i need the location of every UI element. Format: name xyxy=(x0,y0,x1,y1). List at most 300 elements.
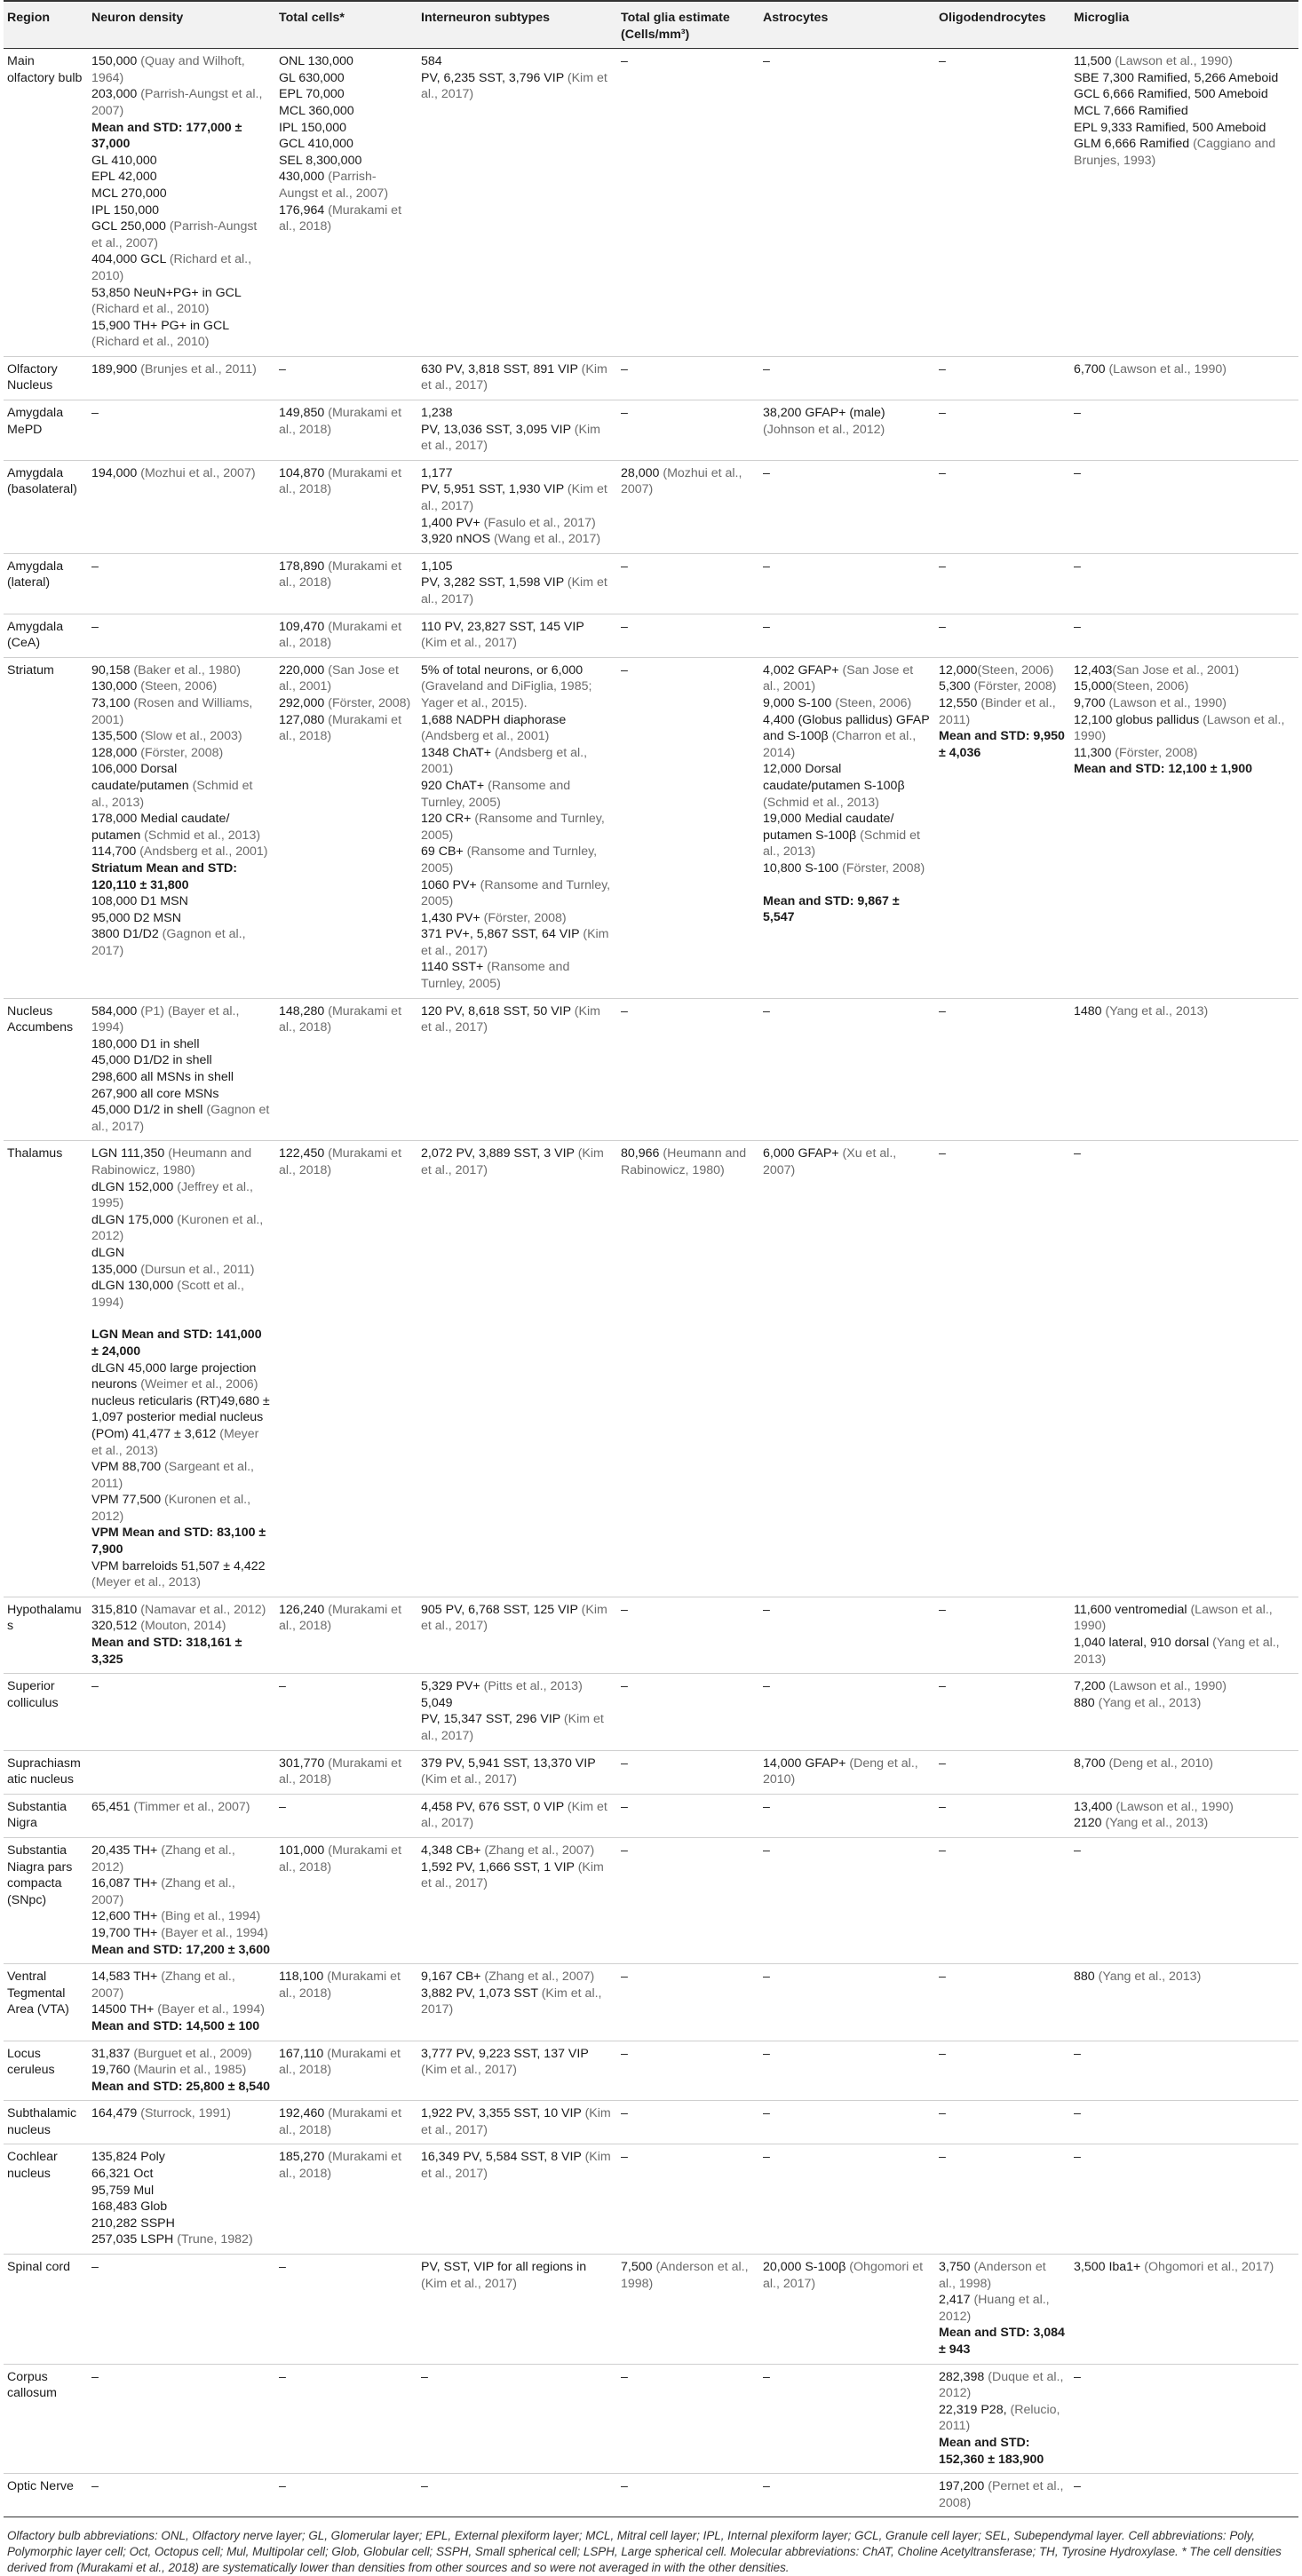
entry-value: GCL 6,666 Ramified, 500 Ameboid xyxy=(1074,87,1268,102)
citation-link[interactable]: (Kuronen et al., 2012) xyxy=(91,1212,264,1244)
citation-link[interactable]: (Zhang et al., 2007) xyxy=(484,1843,595,1858)
cell-total-cells xyxy=(275,400,417,461)
citation-link[interactable]: (Murakami et al., 2018) xyxy=(279,2046,401,2078)
citation-link[interactable]: (Lawson et al., 1990) xyxy=(1115,54,1233,69)
citation-link[interactable]: (Duque et al., 2012) xyxy=(939,2369,1064,2401)
cell-entry xyxy=(763,465,930,482)
citation-link[interactable]: (Murakami et al., 2018) xyxy=(279,2106,402,2137)
citation-link[interactable]: (Murakami et al., 2018) xyxy=(279,1970,401,2001)
citation-link[interactable]: (Yang et al., 2013) xyxy=(1074,1636,1280,1667)
citation-link[interactable]: (Murakami et al., 2018) xyxy=(279,202,402,234)
citation-link[interactable]: (Fasulo et al., 2017) xyxy=(483,515,596,530)
cell-entry xyxy=(91,169,270,186)
citation-link[interactable]: (Charron et al., 2014) xyxy=(763,729,917,760)
entry-value: 880 xyxy=(1074,1695,1099,1710)
citation-link[interactable]: (Sturrock, 1991) xyxy=(140,2106,231,2121)
table-row xyxy=(4,2255,1298,2365)
cell-entry xyxy=(91,1942,270,1959)
entry-value: dLGN 130,000 xyxy=(91,1279,178,1294)
citation-link[interactable]: (Sargeant et al., 2011) xyxy=(91,1460,254,1491)
cell-total-glia xyxy=(617,2144,759,2255)
citation-link[interactable]: (Ransome and Turnley, 2005) xyxy=(421,778,571,810)
citation-link[interactable]: (Steen, 2006) xyxy=(1112,679,1189,694)
entry-value: 430,000 xyxy=(279,170,329,185)
citation-link[interactable]: (Johnson et al., 2012) xyxy=(763,422,885,437)
entry-value: 45,000 D1/2 in shell xyxy=(91,1103,207,1118)
cell-entry xyxy=(91,120,270,153)
entry-value: – xyxy=(621,2046,628,2061)
cell-entry xyxy=(91,1311,270,1327)
citation-link[interactable]: (Mozhui et al., 2007) xyxy=(621,465,742,497)
citation-link[interactable]: (Lawson et al., 1990) xyxy=(1115,1799,1234,1814)
citation-link[interactable]: (Huang et al., 2012) xyxy=(939,2293,1050,2324)
citation-link[interactable]: (Steen, 2006) xyxy=(140,679,218,694)
cell-total-glia xyxy=(617,49,759,357)
citation-link[interactable]: (Kim et al., 2017) xyxy=(421,1772,518,1787)
cell-entry xyxy=(421,515,612,532)
citation-link[interactable]: (Lawson et al., 1990) xyxy=(1108,361,1227,376)
cell-total-glia xyxy=(617,1794,759,1837)
cell-total-glia xyxy=(617,1597,759,1673)
cell-total-cells xyxy=(275,2255,417,2365)
cell-entry xyxy=(91,1327,270,1359)
cell-entry xyxy=(621,2105,754,2122)
entry-value: – xyxy=(939,361,946,376)
table-body xyxy=(4,49,1298,2517)
entry-value: 14500 TH+ xyxy=(91,2002,158,2017)
citation-link[interactable]: (Kim et al., 2017) xyxy=(421,422,600,454)
entry-value: – xyxy=(763,2479,770,2494)
cell-entry xyxy=(1074,1695,1293,1712)
cell-entry xyxy=(1074,70,1293,87)
citation-link[interactable]: (Murakami et al., 2018) xyxy=(279,465,402,497)
entry-value: 371 PV+, 5,867 SST, 64 VIP xyxy=(421,927,584,942)
citation-link[interactable]: (Caggiano and Brunjes, 1993) xyxy=(1074,137,1276,168)
citation-link[interactable]: (Relucio, 2011) xyxy=(939,2402,1060,2434)
citation-link[interactable]: (Heumann and Rabinowicz, 1980) xyxy=(91,1146,252,1177)
citation-link[interactable]: (Murakami et al., 2018) xyxy=(279,559,402,590)
citation-link[interactable]: (Timmer et al., 2007) xyxy=(133,1799,250,1814)
entry-value: 150,000 xyxy=(91,54,141,69)
citation-link[interactable]: (Schmid et al., 2013) xyxy=(144,828,261,843)
cell-entry xyxy=(421,1843,612,1859)
citation-link[interactable]: (Kim et al., 2017) xyxy=(421,2063,518,2078)
cell-entry xyxy=(91,1069,270,1086)
cell-total-glia xyxy=(617,2041,759,2101)
cell-entry xyxy=(279,1003,412,1036)
cell-entry xyxy=(421,2478,612,2495)
entry-value: 16,087 TH+ xyxy=(91,1876,162,1891)
citation-link[interactable]: (Lawson et al., 1990) xyxy=(1108,1679,1227,1694)
cell-entry xyxy=(1074,761,1293,778)
citation-link[interactable]: (Richard et al., 2010) xyxy=(91,335,210,350)
citation-link[interactable]: (Murakami et al., 2018) xyxy=(279,712,402,744)
entry-value: VPM 77,500 xyxy=(91,1493,165,1508)
citation-link[interactable]: (Parrish-Aungst et al., 2007) xyxy=(91,87,263,118)
cell-total-glia xyxy=(617,553,759,614)
citation-link[interactable]: (Slow et al., 2003) xyxy=(140,729,242,744)
cell-microglia xyxy=(1070,460,1298,553)
entry-value: GL 630,000 xyxy=(279,70,345,85)
cell-oligodendrocytes xyxy=(935,49,1070,357)
entry-value: 28,000 xyxy=(621,465,663,480)
citation-link[interactable]: (Maurin et al., 1985) xyxy=(133,2063,247,2078)
citation-link[interactable]: (Förster, 2008) xyxy=(842,860,925,876)
entry-value: 920 ChAT+ xyxy=(421,778,488,793)
cell-entry xyxy=(763,712,930,762)
entry-value: 203,000 xyxy=(91,87,141,102)
entry-value: IPL 150,000 xyxy=(279,120,346,135)
citation-link[interactable]: (Kim et al., 2017) xyxy=(421,1602,607,1634)
citation-link[interactable]: (Pernet et al., 2008) xyxy=(939,2479,1064,2510)
citation-link[interactable]: (Yang et al., 2013) xyxy=(1105,1816,1209,1831)
entry-value: nucleus reticularis (RT)49,680 ± 1,097 posterior medial nucleus (POm) 41,477 ± 3,612 xyxy=(91,1393,270,1441)
cell-entry xyxy=(91,2062,270,2079)
entry-value: – xyxy=(763,2369,770,2384)
citation-link[interactable]: (Förster, 2008) xyxy=(140,745,224,760)
entry-value: – xyxy=(763,559,770,574)
citation-link[interactable]: (Förster, 2008) xyxy=(483,910,567,925)
entry-value: – xyxy=(939,1679,946,1694)
citation-link[interactable]: (Steen, 2006) xyxy=(977,662,1054,678)
cell-entry xyxy=(91,2215,270,2232)
cell-total-cells xyxy=(275,1597,417,1673)
citation-link[interactable]: (Kim et al., 2017) xyxy=(421,1859,604,1891)
citation-link[interactable]: (Lawson et al., 1990) xyxy=(1074,1602,1273,1634)
citation-link[interactable]: (Kim et al., 2017) xyxy=(421,1986,602,2017)
cell-entry xyxy=(91,2199,270,2215)
entry-value: 178,890 xyxy=(279,559,329,574)
cell-total-cells xyxy=(275,1141,417,1597)
cell-entry xyxy=(279,1843,412,1875)
table-row xyxy=(4,614,1298,657)
cell-entry xyxy=(279,405,412,438)
entry-value: 404,000 GCL xyxy=(91,252,170,267)
citation-link[interactable]: (Kim et al., 2017) xyxy=(421,2276,518,2291)
cell-entry xyxy=(279,559,412,591)
citation-link[interactable]: (Kim et al., 2017) xyxy=(421,361,607,393)
citation-link[interactable]: (P1) (Bayer et al., 1994) xyxy=(91,1003,240,1035)
citation-link[interactable]: (Namavar et al., 2012) xyxy=(140,1602,266,1617)
cell-astrocytes xyxy=(759,1750,935,1794)
cell-microglia xyxy=(1070,1674,1298,1750)
entry-value: – xyxy=(621,1843,628,1858)
entry-value: 128,000 xyxy=(91,745,141,760)
cell-entry xyxy=(1074,361,1293,378)
cell-entry xyxy=(763,1843,930,1859)
citation-link[interactable]: (Schmid et al., 2013) xyxy=(91,778,253,810)
citation-link[interactable]: (Jeffrey et al., 1995) xyxy=(91,1179,253,1211)
citation-link[interactable]: (Kim et al., 2017) xyxy=(421,1003,600,1035)
cell-total-glia xyxy=(617,2255,759,2365)
cell-entry xyxy=(939,2402,1065,2435)
summary-stat: Mean and STD: 3,084 ± 943 xyxy=(939,2326,1065,2357)
cell-entry xyxy=(279,1756,412,1788)
cell-neuron-density xyxy=(88,1141,275,1597)
citation-link[interactable]: (Wang et al., 2017) xyxy=(494,532,601,547)
citation-link[interactable]: (Meyer et al., 2013) xyxy=(91,1575,202,1590)
citation-link[interactable]: (Schmid et al., 2013) xyxy=(763,795,879,810)
cell-neuron-density xyxy=(88,1597,275,1673)
citation-link[interactable]: (Förster, 2008) xyxy=(1115,745,1198,760)
entry-value: – xyxy=(421,2479,428,2494)
citation-link[interactable]: (Murakami et al., 2018) xyxy=(279,1843,402,1875)
cell-interneuron-subtypes xyxy=(417,2255,617,2365)
citation-link[interactable]: (Murakami et al., 2018) xyxy=(279,1146,402,1177)
cell-entry xyxy=(421,465,612,482)
entry-value: PV, SST, VIP for all regions in xyxy=(421,2260,587,2275)
citation-link[interactable]: (Murakami et al., 2018) xyxy=(279,1602,402,1634)
entry-value: – xyxy=(763,1843,770,1858)
cell-oligodendrocytes xyxy=(935,657,1070,998)
citation-link[interactable]: (Anderson et al., 1998) xyxy=(939,2260,1046,2291)
cell-region: Striatum xyxy=(4,657,88,998)
citation-link[interactable]: (Murakami et al., 2018) xyxy=(279,1003,402,1035)
citation-link[interactable]: (Ransome and Turnley, 2005) xyxy=(421,960,570,992)
cell-astrocytes xyxy=(759,400,935,461)
citation-link[interactable]: (Parrish-Aungst et al., 2007) xyxy=(279,170,389,201)
cell-entry xyxy=(939,2105,1065,2122)
citation-link[interactable]: (Andsberg et al., 2001) xyxy=(421,745,588,777)
entry-value: 185,270 xyxy=(279,2150,329,2165)
cell-entry xyxy=(621,2478,754,2495)
citation-link[interactable]: (Mozhui et al., 2007) xyxy=(140,465,256,480)
citation-link[interactable]: (Zhang et al., 2012) xyxy=(91,1843,235,1875)
cell-microglia xyxy=(1070,49,1298,357)
cell-region: Substantia Niagra pars compacta (SNpc) xyxy=(4,1837,88,1963)
entry-value: 6,700 xyxy=(1074,361,1109,376)
citation-link[interactable]: (Kuronen et al., 2012) xyxy=(91,1493,251,1524)
citation-link[interactable]: (Zhang et al., 2007) xyxy=(484,1970,595,1985)
cell-total-cells xyxy=(275,49,417,357)
citation-link[interactable]: (Bayer et al., 1994) xyxy=(161,1925,268,1940)
table-row xyxy=(4,657,1298,998)
cell-entry xyxy=(421,1695,612,1712)
cell-entry xyxy=(421,1678,612,1695)
cell-total-glia xyxy=(617,460,759,553)
cell-entry xyxy=(421,959,612,992)
col-header-neuron-density: Neuron density xyxy=(88,1,275,49)
cell-microglia xyxy=(1070,2474,1298,2517)
entry-value: 20,435 TH+ xyxy=(91,1843,162,1858)
citation-link[interactable]: (Trune, 1982) xyxy=(177,2232,253,2247)
cell-region: Thalamus xyxy=(4,1141,88,1597)
entry-value: 95,000 D2 MSN xyxy=(91,910,181,925)
cell-entry xyxy=(763,2478,930,2495)
entry-value: 167,110 xyxy=(279,2046,328,2061)
entry-value: – xyxy=(621,1799,628,1814)
citation-link[interactable]: (Ransome and Turnley, 2005) xyxy=(421,844,598,876)
cell-entry xyxy=(421,2105,612,2138)
col-header-microglia: Microglia xyxy=(1070,1,1298,49)
citation-link[interactable]: (Steen, 2006) xyxy=(835,695,912,710)
cell-entry xyxy=(763,1756,930,1788)
citation-link[interactable]: (Ransome and Turnley, 2005) xyxy=(421,812,605,843)
citation-link[interactable]: (Pitts et al., 2013) xyxy=(483,1679,583,1694)
entry-value: 14,583 TH+ xyxy=(91,1970,162,1985)
entry-value: 11,500 xyxy=(1074,54,1115,69)
citation-link[interactable]: (Gagnon et al., 2017) xyxy=(91,927,246,958)
entry-value: 14,000 GFAP+ xyxy=(763,1756,850,1771)
citation-link[interactable]: (Zhang et al., 2007) xyxy=(91,1970,235,2001)
cell-entry xyxy=(279,2105,412,2138)
cell-total-glia xyxy=(617,657,759,998)
citation-link[interactable]: (Lawson et al., 1990) xyxy=(1074,712,1285,744)
citation-link[interactable]: (Murakami et al., 2018) xyxy=(279,1756,402,1787)
citation-link[interactable]: (Deng et al., 2010) xyxy=(1108,1756,1213,1771)
entry-value: 19,000 Medial caudate/ putamen S-100β xyxy=(763,812,894,843)
citation-link[interactable]: (Kim et al., 2017) xyxy=(421,482,607,514)
cell-entry xyxy=(91,218,270,251)
entry-value: 15,000 xyxy=(1074,679,1113,694)
citation-link[interactable]: (Kim et al., 2017) xyxy=(421,2150,611,2182)
citation-link[interactable]: (Deng et al., 2010) xyxy=(763,1756,918,1787)
table-row xyxy=(4,2144,1298,2255)
citation-link[interactable]: (Quay and Wilhoft, 1964) xyxy=(91,54,245,85)
cell-entry xyxy=(1074,678,1293,695)
citation-link[interactable]: (Xu et al., 2007) xyxy=(763,1146,897,1177)
citation-link[interactable]: (Weimer et al., 2006) xyxy=(140,1377,258,1392)
cell-entry xyxy=(421,1986,612,2018)
cell-entry xyxy=(91,1086,270,1103)
cell-entry xyxy=(91,1459,270,1492)
citation-link[interactable]: (Parrish-Aungst et al., 2007) xyxy=(91,219,258,250)
entry-value: 1,400 PV+ xyxy=(421,515,484,530)
cell-entry xyxy=(763,2046,930,2063)
citation-link[interactable]: (Yang et al., 2013) xyxy=(1098,1970,1202,1985)
citation-link[interactable]: (Graveland and DiFiglia, 1985; Yager et al., 2015). xyxy=(421,679,592,710)
citation-link[interactable]: (Kim et al., 2017) xyxy=(421,70,607,102)
cell-entry xyxy=(763,1969,930,1986)
citation-link[interactable]: (Scott et al., 1994) xyxy=(91,1279,244,1310)
cell-entry xyxy=(91,1145,270,1178)
citation-link[interactable]: (Andsberg et al., 2001) xyxy=(139,844,268,860)
cell-entry xyxy=(1074,1969,1293,1986)
entry-value: – xyxy=(1074,559,1081,574)
cell-neuron-density xyxy=(88,1964,275,2041)
entry-value: – xyxy=(91,2479,99,2494)
citation-link[interactable]: (Anderson et al., 1998) xyxy=(621,2260,749,2291)
citation-link[interactable]: (Schmid et al., 2013) xyxy=(763,828,920,860)
citation-link[interactable]: (Bayer et al., 1994) xyxy=(157,2002,265,2017)
entry-value: – xyxy=(621,2106,628,2121)
citation-link[interactable]: (Murakami et al., 2018) xyxy=(279,406,402,437)
table-row xyxy=(4,1964,1298,2041)
citation-link[interactable]: (Kim et al., 2017) xyxy=(421,1146,604,1177)
citation-link[interactable]: (Kim et al., 2017) xyxy=(421,1712,604,1743)
entry-value: 19,700 TH+ xyxy=(91,1925,162,1940)
citation-link[interactable]: (Meyer et al., 2013) xyxy=(91,1426,259,1458)
entry-value: 80,966 xyxy=(621,1146,663,1161)
citation-link[interactable]: (Baker et al., 1980) xyxy=(133,662,241,678)
citation-link[interactable]: (Murakami et al., 2018) xyxy=(279,619,402,651)
cell-entry xyxy=(279,53,412,70)
citation-link[interactable]: (Förster, 2008) xyxy=(973,679,1057,694)
cell-region: Amygdala (basolateral) xyxy=(4,460,88,553)
cell-entry xyxy=(763,1602,930,1619)
citation-link[interactable]: (Richard et al., 2010) xyxy=(91,302,210,317)
citation-link[interactable]: (Binder et al., 2011) xyxy=(939,695,1056,727)
entry-value: 149,850 xyxy=(279,406,329,421)
citation-link[interactable]: (Gagnon et al., 2017) xyxy=(91,1103,270,1134)
citation-link[interactable]: (Kim et al., 2017) xyxy=(421,575,607,606)
citation-link[interactable]: (Brunjes et al., 2011) xyxy=(140,361,257,376)
citation-link[interactable]: (Yang et al., 2013) xyxy=(1098,1695,1202,1710)
cell-total-cells xyxy=(275,2474,417,2517)
citation-link[interactable]: (Zhang et al., 2007) xyxy=(91,1876,235,1907)
cell-neuron-density xyxy=(88,553,275,614)
citation-link[interactable]: (Kim et al., 2017) xyxy=(421,1799,607,1831)
cell-entry xyxy=(621,1756,754,1772)
cell-total-cells xyxy=(275,2041,417,2101)
citation-link[interactable]: (Ohgomori et al., 2017) xyxy=(763,2260,924,2291)
citation-link[interactable]: (Ransome and Turnley, 2005) xyxy=(421,877,611,909)
entry-value: 122,450 xyxy=(279,1146,329,1161)
entry-value: 282,398 xyxy=(939,2369,988,2384)
cell-entry xyxy=(1074,2259,1293,2276)
entry-value: – xyxy=(621,54,628,69)
entry-value: 3,882 PV, 1,073 SST xyxy=(421,1986,542,2001)
entry-value: 9,000 S-100 xyxy=(763,695,836,710)
table-row xyxy=(4,2041,1298,2101)
cell-region: Ventral Tegmental Area (VTA) xyxy=(4,1964,88,2041)
citation-link[interactable]: (Förster, 2008) xyxy=(328,695,411,710)
citation-link[interactable]: (Mouton, 2014) xyxy=(140,1619,226,1634)
cell-entry xyxy=(91,2149,270,2166)
entry-value: 114,700 xyxy=(91,844,140,860)
citation-link[interactable]: (Bing et al., 1994) xyxy=(161,1909,261,1924)
citation-link[interactable]: (Kim et al., 2017) xyxy=(421,927,609,958)
cell-microglia xyxy=(1070,1837,1298,1963)
entry-value: 5,300 xyxy=(939,679,974,694)
citation-link[interactable]: (San Jose et al., 2001) xyxy=(1112,662,1240,678)
summary-stat: VPM Mean and STD: 83,100 ± 7,900 xyxy=(91,1526,266,1557)
entry-value: 127,080 xyxy=(279,712,329,727)
entry-value: 2,417 xyxy=(939,2293,974,2308)
cell-region: Subthalamic nucleus xyxy=(4,2101,88,2144)
entry-value: 53,850 NeuN+PG+ in GCL xyxy=(91,285,242,300)
citation-link[interactable]: (Rosen and Williams, 2001) xyxy=(91,695,253,727)
citation-link[interactable]: (Yang et al., 2013) xyxy=(1105,1003,1209,1019)
citation-link[interactable]: (San Jose et al., 2001) xyxy=(279,662,399,694)
col-header-astrocytes: Astrocytes xyxy=(759,1,935,49)
cell-region: Superior colliculus xyxy=(4,1674,88,1750)
citation-link[interactable]: (Kim et al., 2017) xyxy=(421,636,518,651)
cell-entry xyxy=(763,893,930,926)
citation-link[interactable]: (Richard et al., 2010) xyxy=(91,252,252,283)
citation-link[interactable]: (Heumann and Rabinowicz, 1980) xyxy=(621,1146,747,1177)
citation-link[interactable]: (Murakami et al., 2018) xyxy=(279,2150,402,2182)
citation-link[interactable]: (Andsberg et al., 2001) xyxy=(421,729,550,744)
entry-value: 3,777 PV, 9,223 SST, 137 VIP xyxy=(421,2046,589,2061)
cell-interneuron-subtypes xyxy=(417,2101,617,2144)
cell-entry xyxy=(421,422,612,455)
cell-total-cells xyxy=(275,657,417,998)
cell-region: Hypothalamus xyxy=(4,1597,88,1673)
cell-microglia xyxy=(1070,657,1298,998)
entry-value: 120 PV, 8,618 SST, 50 VIP xyxy=(421,1003,575,1019)
citation-link[interactable]: (San Jose et al., 2001) xyxy=(763,662,914,694)
entry-value: – xyxy=(621,361,628,376)
table-row xyxy=(4,1750,1298,1794)
citation-link[interactable]: (Ohgomori et al., 2017) xyxy=(1144,2260,1274,2275)
citation-link[interactable]: (Lawson et al., 1990) xyxy=(1108,695,1227,710)
entry-value: – xyxy=(763,2106,770,2121)
citation-link[interactable]: (Dursun et al., 2011) xyxy=(140,1262,255,1277)
citation-link[interactable]: (Burguet et al., 2009) xyxy=(133,2046,252,2061)
table-row xyxy=(4,553,1298,614)
citation-link[interactable]: (Kim et al., 2017) xyxy=(421,2106,611,2137)
